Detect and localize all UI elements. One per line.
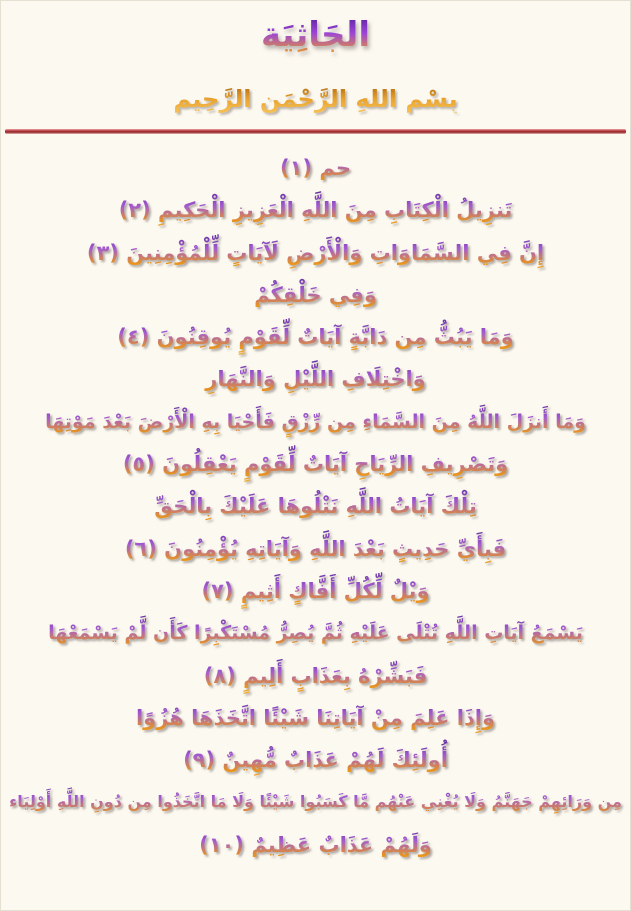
verse-line: وَاخْتِلَافِ اللَّيْلِ وَالنَّهَارِ xyxy=(1,358,630,400)
verse-line: إِنَّ فِي السَّمَاوَاتِ وَالْأَرْضِ لَآيَاتٍ لِّلْمُؤْمِنِينَ (٣) xyxy=(1,232,630,274)
verse-list xyxy=(1,147,630,866)
verse-line: أُولَئِكَ لَهُمْ عَذَابٌ مُّهِينٌ (٩) xyxy=(1,739,630,781)
verse-line: فَبَشِّرْهُ بِعَذَابٍ أَلِيمٍ (٨) xyxy=(1,655,630,697)
verse-line: وَتَصْرِيفِ الرِّيَاحِ آيَاتٌ لِّقَوْمٍ يَعْقِلُونَ (٥) xyxy=(1,443,630,485)
verse-line: فَبِأَيِّ حَدِيثٍ بَعْدَ اللَّهِ وَآيَاتِهِ يُؤْمِنُونَ (٦) xyxy=(1,528,630,570)
verse-line: مِن وَرَائِهِمْ جَهَنَّمُ وَلَا يُغْنِي عَنْهُم مَّا كَسَبُوا شَيْئًا وَلَا مَا اتَّخَذُوا مِن دُونِ اللَّهِ أَوْلِيَاء xyxy=(1,781,630,823)
verse-line: وَإِذَا عَلِمَ مِنْ آيَاتِنَا شَيْئًا اتَّخَذَهَا هُزُوًا xyxy=(1,697,630,739)
verse-line: وَلَهُمْ عَذَابٌ عَظِيمٌ (١٠) xyxy=(1,824,630,866)
verse-line: تَنزِيلُ الْكِتَابِ مِنَ اللَّهِ الْعَزِيزِ الْحَكِيمِ (٢) xyxy=(1,189,630,231)
verse-line: وَيْلٌ لِّكُلِّ أَفَّاكٍ أَثِيمٍ (٧) xyxy=(1,570,630,612)
verse-line: وَمَا يَبُثُّ مِن دَابَّةٍ آيَاتٌ لِّقَوْمٍ يُوقِنُونَ (٤) xyxy=(1,316,630,358)
basmala: بِسْمِ اللهِ الرَّحْمَنِ الرَّحِيمِ xyxy=(1,85,630,113)
verse-line: وَفِي خَلْقِكُمْ xyxy=(1,274,630,316)
verse-line: يَسْمَعُ آيَاتِ اللَّهِ تُتْلَى عَلَيْهِ ثُمَّ يُصِرُّ مُسْتَكْبِرًا كَأَن لَّمْ يَسْمَعْهَا xyxy=(1,612,630,654)
surah-title: الجَاثِيَة xyxy=(1,15,630,55)
divider xyxy=(5,129,626,134)
verse-line: تِلْكَ آيَاتُ اللَّهِ نَتْلُوهَا عَلَيْكَ بِالْحَقِّ xyxy=(1,485,630,527)
verse-line: حم (١) xyxy=(1,147,630,189)
verse-line: وَمَا أَنزَلَ اللَّهُ مِنَ السَّمَاءِ مِن رِّزْقٍ فَأَحْيَا بِهِ الْأَرْضَ بَعْدَ مَوْتِهَا xyxy=(1,401,630,443)
